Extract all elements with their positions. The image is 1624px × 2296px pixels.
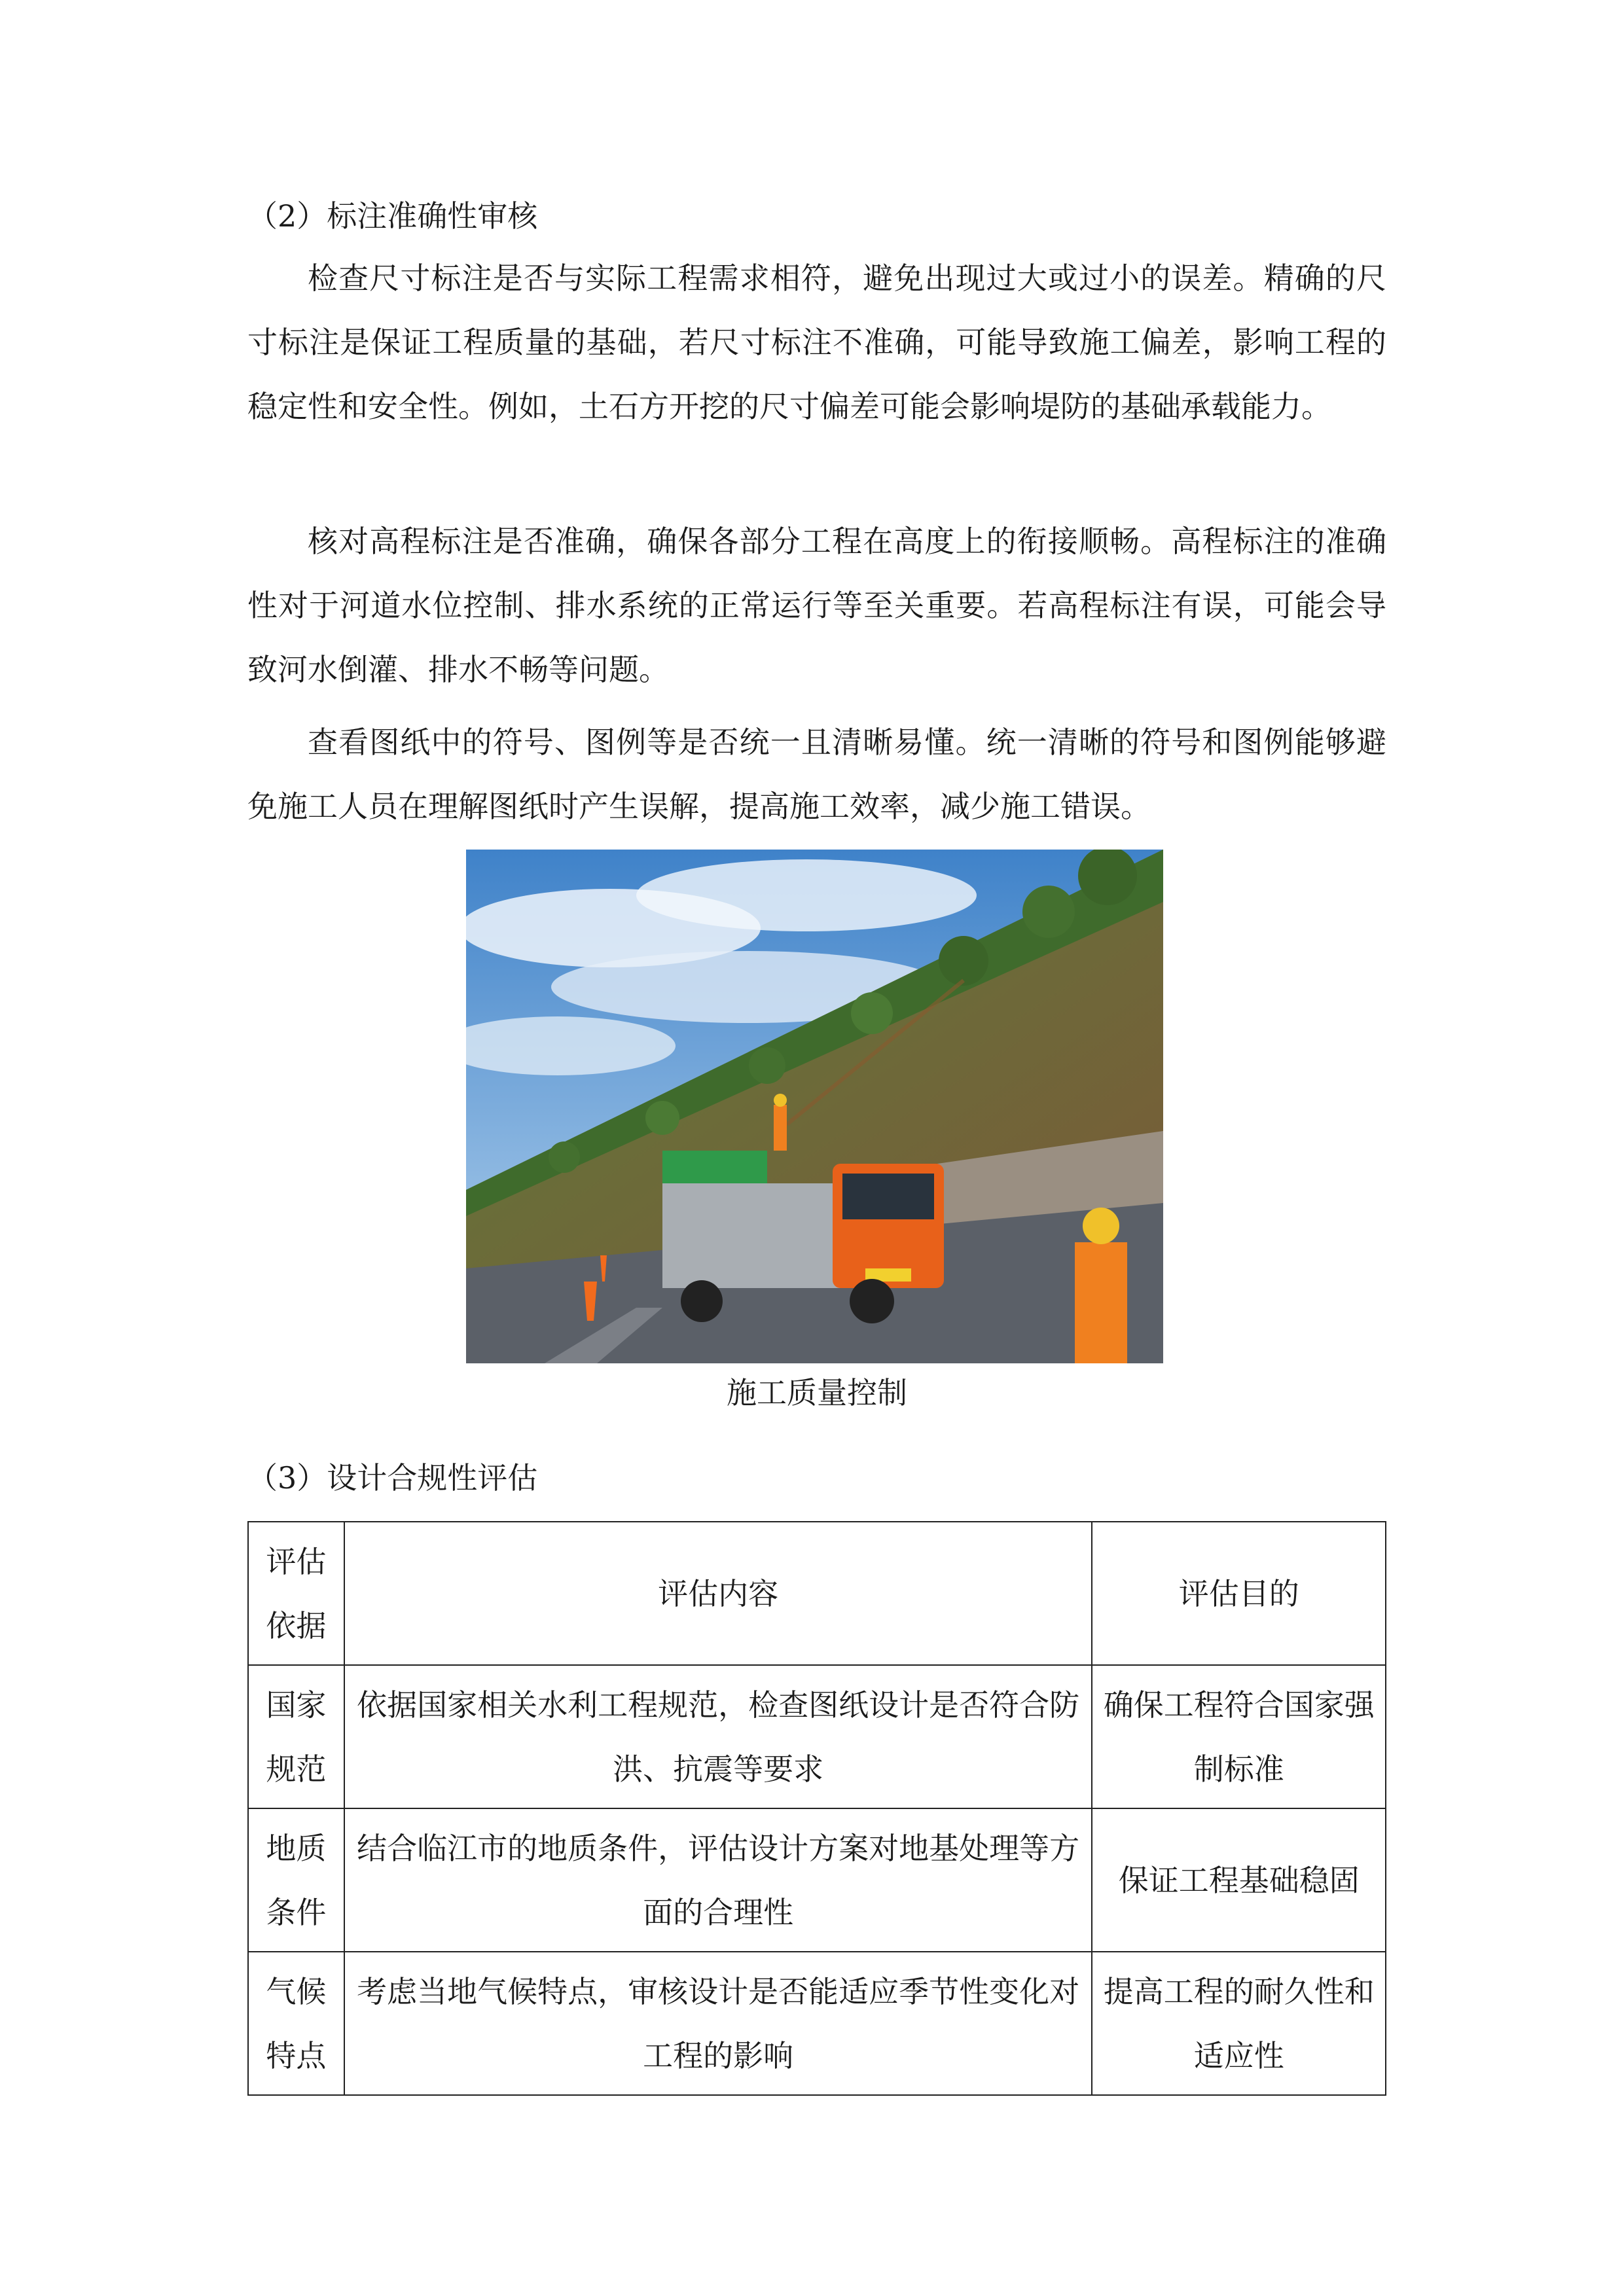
construction-photo	[466, 850, 1163, 1363]
table-cell: 地质条件	[248, 1808, 344, 1952]
construction-photo-illustration	[466, 850, 1163, 1363]
table-cell: 确保工程符合国家强制标准	[1092, 1665, 1386, 1808]
section-heading-compliance: （3）设计合规性评估	[247, 1460, 538, 1496]
paragraph-symbol-check	[247, 710, 1386, 838]
table-header-cell: 评估内容	[344, 1522, 1092, 1665]
paragraph-text: 检查尺寸标注是否与实际工程需求相符，避免出现过大或过小的误差。精确的尺寸标注是保证工程质量的基础，若尺寸标注不准确，可能导致施工偏差，影响工程的稳定性和安全性。例如，土石方开挖的尺寸偏差可能会影响堤防的基础承载能力。	[247, 260, 1386, 424]
table-cell: 提高工程的耐久性和适应性	[1092, 1952, 1386, 2095]
figure-caption: 施工质量控制	[727, 1375, 907, 1410]
table-row	[248, 1665, 1386, 1808]
table-header-row	[248, 1522, 1386, 1665]
paragraph-text: 查看图纸中的符号、图例等是否统一且清晰易懂。统一清晰的符号和图例能够避免施工人员在理解图纸时产生误解，提高施工效率，减少施工错误。	[247, 725, 1386, 824]
paragraph-elevation-check	[247, 509, 1386, 702]
table-header-cell: 评估目的	[1092, 1522, 1386, 1665]
table-cell: 国家规范	[248, 1665, 344, 1808]
table-cell: 气候特点	[248, 1952, 344, 2095]
table-row	[248, 1808, 1386, 1952]
table-cell: 考虑当地气候特点，审核设计是否能适应季节性变化对工程的影响	[344, 1952, 1092, 2095]
table-cell: 保证工程基础稳固	[1092, 1808, 1386, 1952]
table-header-cell: 评估依据	[248, 1522, 344, 1665]
table-row	[248, 1952, 1386, 2095]
compliance-table	[247, 1521, 1386, 2096]
section-heading-annotation-accuracy: （2）标注准确性审核	[247, 198, 538, 234]
table-cell: 依据国家相关水利工程规范，检查图纸设计是否符合防洪、抗震等要求	[344, 1665, 1092, 1808]
paragraph-dimension-check	[247, 246, 1386, 439]
paragraph-text: 核对高程标注是否准确，确保各部分工程在高度上的衔接顺畅。高程标注的准确性对于河道水位控制、排水系统的正常运行等至关重要。若高程标注有误，可能会导致河水倒灌、排水不畅等问题。	[247, 524, 1386, 687]
table-cell: 结合临江市的地质条件，评估设计方案对地基处理等方面的合理性	[344, 1808, 1092, 1952]
